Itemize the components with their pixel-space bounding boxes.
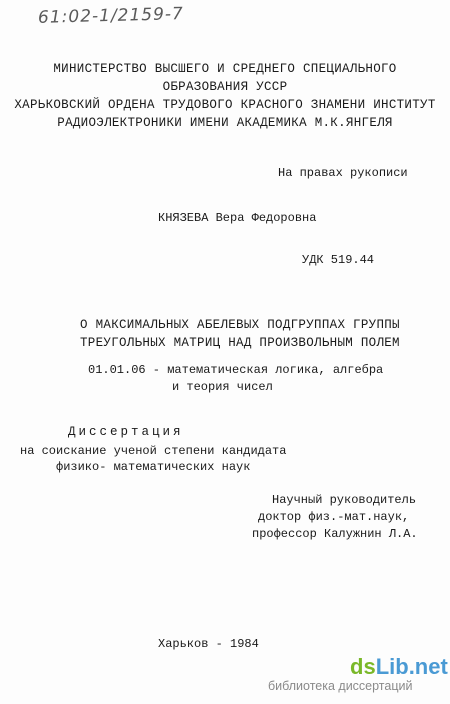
watermark-logo-lib: Lib — [375, 654, 409, 679]
author-name: КНЯЗЕВА Вера Федоровна — [158, 211, 317, 225]
udk-code: УДК 519.44 — [302, 253, 375, 267]
header-line-2: ОБРАЗОВАНИЯ УССР — [162, 80, 288, 94]
header-line-4: РАДИОЭЛЕКТРОНИКИ ИМЕНИ АКАДЕМИКА М.К.ЯНГЕЛЯ — [57, 116, 393, 130]
supervisor-line-3: профессор Калужнин Л.А. — [252, 527, 418, 541]
supervisor-line-2: доктор физ.-мат.наук, — [258, 510, 410, 524]
header-line-1: МИНИСТЕРСТВО ВЫСШЕГО И СРЕДНЕГО СПЕЦИАЛЬНОГО — [53, 62, 397, 76]
header-line-3: ХАРЬКОВСКИЙ ОРДЕНА ТРУДОВОГО КРАСНОГО ЗНАМЕНИ ИНСТИТУТ — [14, 98, 436, 112]
document-type-line-1: на соискание ученой степени кандидата — [20, 444, 287, 458]
specialty-line-1: 01.01.06 - математическая логика, алгебра — [88, 363, 384, 377]
document-type-heading: Диссертация — [68, 425, 184, 439]
watermark-logo — [350, 654, 448, 680]
watermark-caption: библиотека диссертаций — [268, 679, 413, 693]
supervisor-line-1: Научный руководитель — [272, 493, 417, 507]
document-type-line-2: физико- математических наук — [56, 460, 251, 474]
watermark-logo-net: .net — [408, 654, 448, 679]
title-line-1: О МАКСИМАЛЬНЫХ АБЕЛЕВЫХ ПОДГРУППАХ ГРУППЫ — [80, 318, 400, 332]
watermark-logo-ds: ds — [350, 654, 376, 679]
title-line-2: ТРЕУГОЛЬНЫХ МАТРИЦ НАД ПРОИЗВОЛЬНЫМ ПОЛЕМ — [80, 336, 400, 350]
place-year: Харьков - 1984 — [158, 637, 259, 651]
specialty-line-2: и теория чисел — [172, 380, 273, 394]
handwritten-note: 61:02-1/2159-7 — [37, 4, 185, 28]
rights-note: На правах рукописи — [278, 166, 408, 180]
